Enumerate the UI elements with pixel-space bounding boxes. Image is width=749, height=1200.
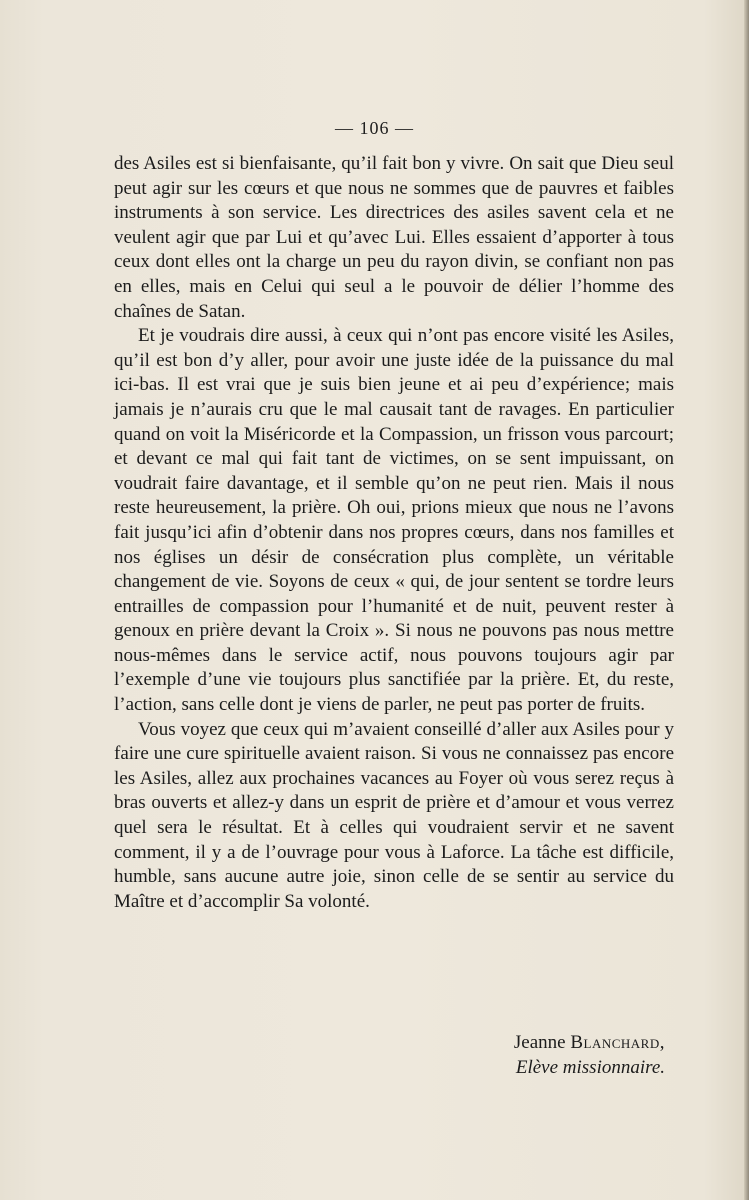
- page-edge: [744, 0, 749, 1200]
- page-number: — 106 —: [335, 118, 414, 138]
- paragraph-2: Et je voudrais dire aussi, à ceux qui n’ont pas encore visité les Asiles, qu’il est bon d’y aller, pour avoir une juste idée de la puissance du mal ici-bas. Il est vrai que je suis bien jeune et ai peu d’expérience; mais jamais je n’aurais cru que le mal causait tant de ravages. En particulier quand on voit la Miséricorde et la Compassion, un frisson vous parcourt; et devant ce mal qui fait tant de victimes, on se sent impuissant, on voudrait faire davantage, et il semble qu’on ne peut rien. Mais il nous reste heureusement, la prière. Oh oui, prions mieux que nous ne l’avons fait jusqu’ici afin d’obtenir dans nos propres cœurs, dans nos familles et nos églises un désir de consécration plus complète, un véritable changement de vie. Soyons de ceux « qui, de jour sentent se tordre leurs entrailles de compassion pour l’humanité et de nuit, peuvent rester à genoux en prière devant la Croix ». Si nous ne pouvons pas nous mettre nous-mêmes dans le service actif, nous pouvons toujours agir par l’exemple d’une vie toujours plus sanctifiée par la prière. Et, du reste, l’action, sans celle dont je viens de parler, ne peut pas porter de fruits.: [114, 325, 674, 716]
- paragraph-3: Vous voyez que ceux qui m’avaient conseillé d’aller aux Asiles pour y faire une cure spirituelle avaient raison. Si vous ne connaissez pas encore les Asiles, allez aux prochaines vacances au Foyer où vous serez reçus à bras ouverts et allez-y dans un esprit de prière et d’amour et vous verrez quel sera le résultat. Et à celles qui voudraient servir et ne savent comment, il y a de l’ouvrage pour vous à Laforce. La tâche est difficile, humble, sans aucune autre joie, sinon celle de se sentir au service du Maître et d’accomplir Sa volonté.: [114, 718, 674, 912]
- paragraph-1: des Asiles est si bienfaisante, qu’il fait bon y vivre. On sait que Dieu seul peut agir sur les cœurs et que nous ne sommes que de pauvres et faibles instruments à son service. Les directrices des asiles savent cela et ne veulent agir que par Lui et qu’avec Lui. Elles essaient d’apporter à tous ceux dont elles ont la charge un peu du rayon divin, se confiant non pas en elles, mais en Celui qui seul a le pouvoir de délier l’homme des chaînes de Satan.: [114, 153, 674, 322]
- signature-title: Elève missionnaire.: [515, 1056, 665, 1078]
- signature-block: [514, 1031, 665, 1080]
- signature-name: [514, 1031, 665, 1056]
- signature-first-name: Jeanne: [513, 1032, 566, 1053]
- body-text: [114, 152, 674, 914]
- signature-last-name: Blanchard,: [570, 1032, 665, 1053]
